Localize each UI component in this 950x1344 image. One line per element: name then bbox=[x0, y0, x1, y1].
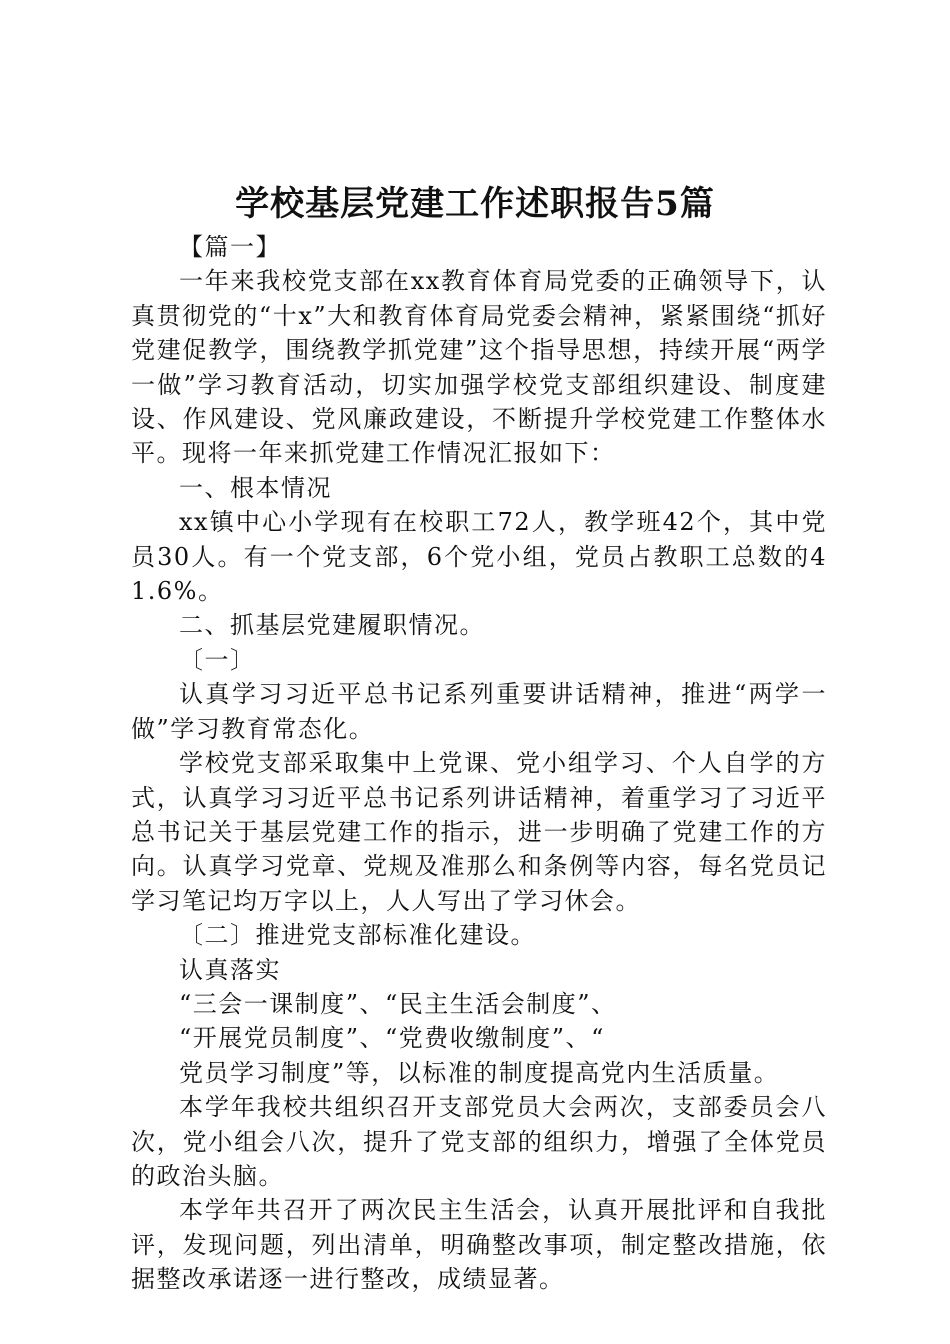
subheading: 一、根本情况 bbox=[179, 473, 332, 502]
paragraph: 本学年我校共组织召开支部党员大会两次，支部委员会八次，党小组会八次，提升了党支部的组织力，增强了全体党员的政治头脑。 bbox=[131, 1093, 827, 1190]
paragraph: 一年来我校党支部在xx教育体育局党委的正确领导下，认真贯彻党的“十x”大和教育体育局党委会精神，紧紧围绕“抓好党建促教学，围绕教学抓党建”这个指导思想，持续开展“两学一做”学习教育活动，切实加强学校党支部组织建设、制度建设、作风建设、党风廉政建设，不断提升学校党建工作整体水平。现将一年来抓党建工作情况汇报如下： bbox=[131, 267, 827, 468]
document-body bbox=[131, 230, 827, 1297]
document-title: 学校基层党建工作述职报告5篇 bbox=[235, 184, 715, 224]
paragraph: 认真落实 bbox=[179, 955, 281, 984]
paragraph: 党员学习制度”等，以标准的制度提高党内生活质量。 bbox=[179, 1058, 780, 1087]
subheading: 〔二〕推进党支部标准化建设。 bbox=[179, 921, 536, 950]
paragraph: 学校党支部采取集中上党课、党小组学习、个人自学的方式，认真学习习近平总书记系列讲话精神，着重学习了习近平总书记关于基层党建工作的指示，进一步明确了党建工作的方向。认真学习党章、党规及准那么和条例等内容，每名党员记学习笔记均万字以上，人人写出了学习休会。 bbox=[131, 749, 827, 915]
paragraph: 本学年共召开了两次民主生活会，认真开展批评和自我批评，发现问题，列出清单，明确整改事项，制定整改措施，依据整改承诺逐一进行整改，成绩显著。 bbox=[131, 1196, 827, 1294]
paragraph: xx镇中心小学现有在校职工72人，教学班42个，其中党员30人。有一个党支部，6个党小组，党员占教职工总数的41.6%。 bbox=[131, 508, 827, 606]
paragraph: 认真学习习近平总书记系列重要讲话精神，推进“两学一做”学习教育常态化。 bbox=[131, 680, 827, 743]
subheading: 〔一〕 bbox=[179, 645, 256, 674]
paragraph: “三会一课制度”、“民主生活会制度”、 bbox=[179, 989, 617, 1018]
paragraph: “开展党员制度”、“党费收缴制度”、“ bbox=[179, 1024, 605, 1053]
section-heading: 【篇一】 bbox=[179, 233, 281, 261]
subheading: 二、抓基层党建履职情况。 bbox=[179, 611, 485, 640]
